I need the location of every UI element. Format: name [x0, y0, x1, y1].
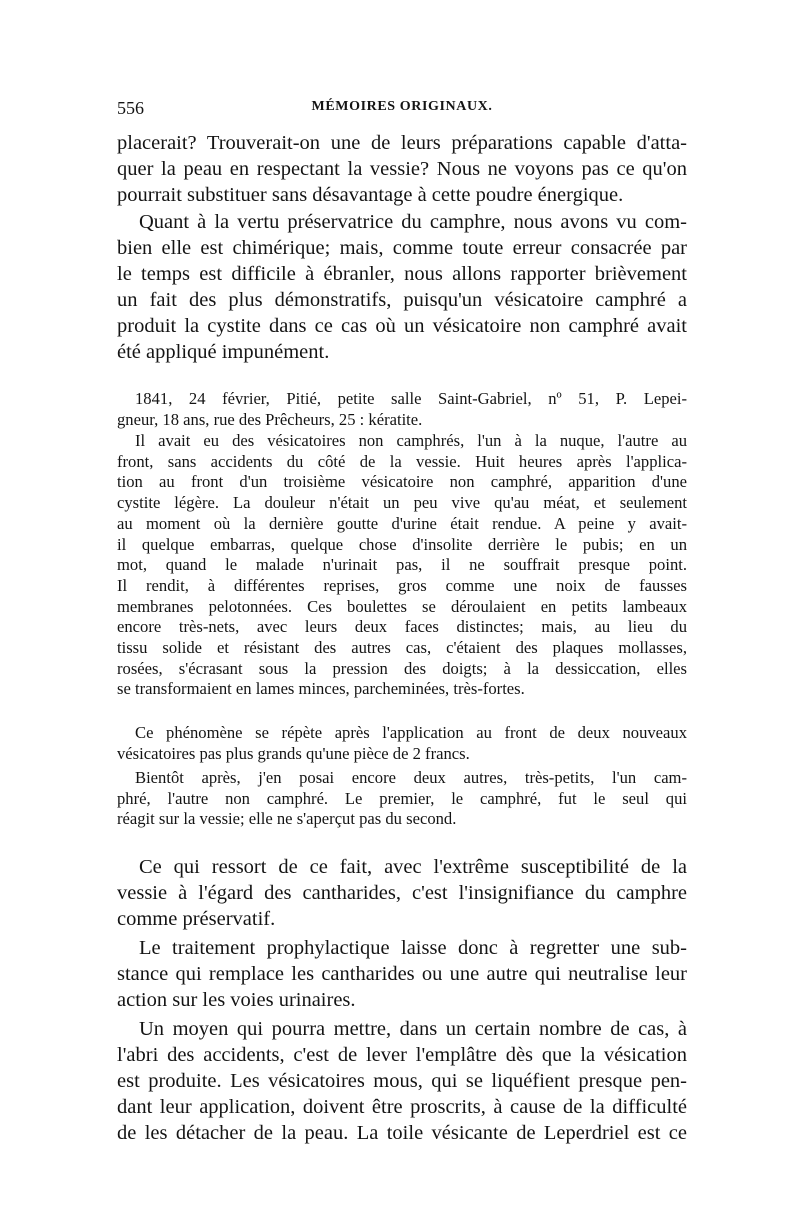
- text-line: été appliqué impunément.: [117, 341, 330, 364]
- text-line: se transformaient en lames minces, parcheminées, très-fortes.: [117, 679, 525, 699]
- text-line: placerait? Trouverait-on une de leurs préparations capable d'atta-: [117, 132, 687, 154]
- case-paragraph-2: [117, 723, 687, 764]
- text-line: comme préservatif.: [117, 908, 276, 931]
- text-line: encore très-nets, avec leurs deux faces distinctes; mais, au lieu du: [117, 617, 687, 637]
- paragraph-1: [117, 130, 687, 208]
- text-line: stance qui remplace les cantharides ou une autre qui neutralise leur: [117, 963, 687, 986]
- page-header: [117, 98, 687, 124]
- text-line: 1841, 24 février, Pitié, petite salle Saint-Gabriel, nº 51, P. Lepei-: [135, 389, 687, 408]
- paragraph-5: [117, 1016, 687, 1146]
- text-line: mot, quand le malade n'urinait pas, il ne souffrait presque point.: [117, 555, 687, 575]
- text-line: Un moyen qui pourra mettre, dans un certain nombre de cas, à: [139, 1018, 687, 1040]
- text-line: un fait des plus démonstratifs, puisqu'un vésicatoire camphré a: [117, 289, 687, 312]
- text-line: cystite légère. La douleur n'était un peu vive qu'au méat, et seulement: [117, 493, 687, 513]
- text-line: quer la peau en respectant la vessie? Nous ne voyons pas ce qu'on: [117, 158, 687, 181]
- text-line: au moment où la dernière goutte d'urine était rendue. A peine y avait-: [117, 513, 687, 533]
- paragraph-2: [117, 209, 687, 366]
- text-line: vessie à l'égard des cantharides, c'est l'insignifiance du camphre: [117, 882, 687, 905]
- text-line: front, sans accidents du côté de la vessie. Huit heures après l'applica-: [117, 451, 687, 471]
- case-paragraph-1: [117, 431, 687, 700]
- text-line: action sur les voies urinaires.: [117, 989, 356, 1012]
- text-line: réagit sur la vessie; elle ne s'aperçut pas du second.: [117, 809, 457, 829]
- text-line: Le traitement prophylactique laisse donc à regretter une sub-: [139, 937, 687, 959]
- text-line: l'abri des accidents, c'est de lever l'emplâtre dès que la vésication: [117, 1044, 687, 1067]
- text-line: il quelque embarras, quelque chose d'insolite derrière le pubis; en un: [117, 534, 687, 554]
- text-line: Quant à la vertu préservatrice du camphre, nous avons vu com-: [139, 211, 687, 233]
- text-line: Ce qui ressort de ce fait, avec l'extrême susceptibilité de la: [139, 856, 687, 878]
- text-line: phré, l'autre non camphré. Le premier, le camphré, fut le seul qui: [117, 788, 687, 808]
- text-line: pourrait substituer sans désavantage à cette poudre énergique.: [117, 184, 624, 207]
- text-line: bien elle est chimérique; mais, comme toute erreur consacrée par: [117, 237, 687, 260]
- text-line: est produite. Les vésicatoires mous, qui se liquéfient presque pen-: [117, 1070, 687, 1093]
- text-line: Il rendit, à différentes reprises, gros comme une noix de fausses: [117, 575, 687, 595]
- paragraph-4: [117, 935, 687, 1013]
- text-line: le temps est difficile à ébranler, nous allons rapporter brièvement: [117, 263, 687, 286]
- text-line: tissu solide et résistant des autres cas, c'étaient des plaques mollasses,: [117, 638, 687, 658]
- text-line: de les détacher de la peau. La toile vésicante de Leperdriel est ce: [117, 1122, 687, 1145]
- text-line: produit la cystite dans ce cas où un vésicatoire non camphré avait: [117, 315, 687, 338]
- text-line: Ce phénomène se répète après l'application au front de deux nouveaux: [135, 723, 687, 742]
- text-line: Bientôt après, j'en posai encore deux autres, très-petits, l'un cam-: [135, 768, 687, 787]
- text-line: vésicatoires pas plus grands qu'une pièce de 2 francs.: [117, 743, 470, 763]
- text-line: rosées, s'écrasant sous la pression des doigts; à la dessiccation, elles: [117, 658, 687, 678]
- text-line: membranes pelotonnées. Ces boulettes se déroulaient en petits lambeaux: [117, 596, 687, 616]
- text-line: gneur, 18 ans, rue des Prêcheurs, 25 : kératite.: [117, 409, 423, 429]
- running-title: MÉMOIRES ORIGINAUX.: [311, 99, 493, 114]
- case-paragraph-3: [117, 768, 687, 830]
- page-number: 556: [117, 98, 144, 118]
- text-line: Il avait eu des vésicatoires non camphrés, l'un à la nuque, l'autre au: [135, 431, 687, 450]
- text-line: tion au front d'un troisième vésicatoire non camphré, apparition d'une: [117, 472, 687, 492]
- case-heading: [117, 389, 687, 430]
- text-line: dant leur application, doivent être proscrits, à cause de la difficulté: [117, 1096, 687, 1119]
- paragraph-3: [117, 854, 687, 932]
